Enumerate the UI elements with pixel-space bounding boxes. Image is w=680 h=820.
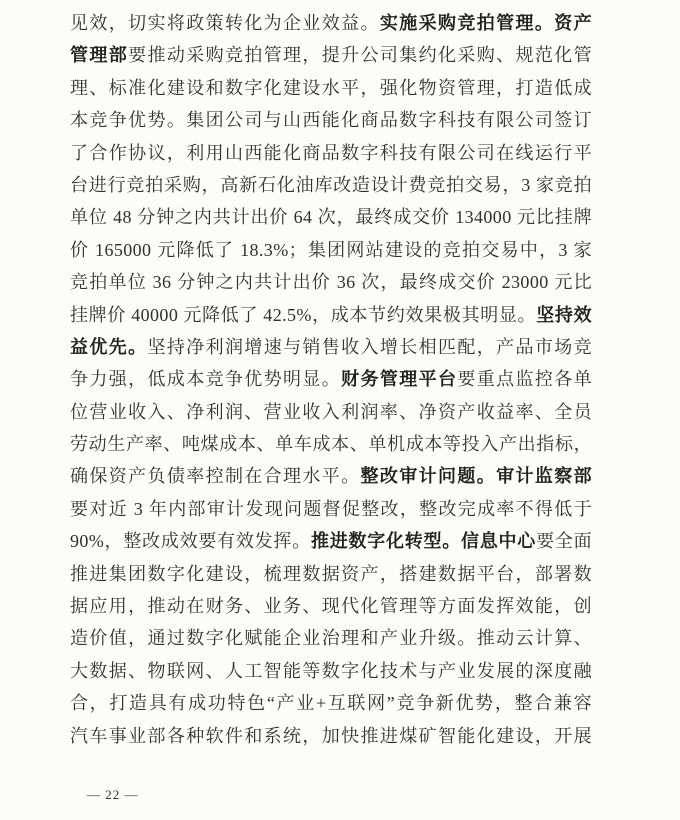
text-line xyxy=(70,169,592,201)
text-segment: 理、标准化建设和数字化建设水平，强化物资管理，打造低成 xyxy=(70,77,592,98)
text-line xyxy=(70,622,592,654)
text-segment: 汽车事业部各种软件和系统，加快推进煤矿智能化建设，开展 xyxy=(70,725,592,746)
text-segment: 见效，切实将政策转化为企业效益。 xyxy=(70,13,380,33)
bold-text-segment: 实施采购竞拍管理。资产 xyxy=(379,13,592,33)
text-line xyxy=(70,104,592,136)
text-line xyxy=(70,720,592,752)
text-line xyxy=(70,266,592,298)
text-segment: 劳动生产率、吨煤成本、单车成本、单机成本等投入产出指标， xyxy=(70,434,592,455)
text-line xyxy=(70,460,592,492)
text-segment: 合，打造具有成功特色“产业+互联网”竞争新优势，整合兼容 xyxy=(70,693,592,714)
text-segment: 大数据、物联网、人工智能等数字化技术与产业发展的深度融 xyxy=(70,660,592,681)
text-segment: 争力强，低成本竞争优势明显。 xyxy=(70,369,342,390)
text-line xyxy=(70,72,592,104)
text-line xyxy=(70,39,592,71)
text-segment: 要对近 3 年内部审计发现问题督促整改，整改完成率不得低于 xyxy=(70,498,592,519)
text-segment: 位营业收入、净利润、营业收入利润率、净资产收益率、全员 xyxy=(70,401,592,422)
text-line xyxy=(70,299,592,331)
text-line xyxy=(70,525,592,557)
text-segment: 要重点监控各单 xyxy=(457,369,592,390)
bold-text-segment: 推进数字化转型。信息中心 xyxy=(310,531,537,552)
text-line xyxy=(70,7,592,39)
page-number: — 22 — xyxy=(87,787,139,802)
text-segment: 据应用，推动在财务、业务、现代化管理等方面发挥效能，创 xyxy=(70,596,592,617)
text-line xyxy=(70,493,592,525)
text-segment: 要全面 xyxy=(536,531,592,552)
text-segment: 推进集团数字化建设，梳理数据资产，搭建数据平台，部署数 xyxy=(70,563,592,584)
text-line xyxy=(70,331,592,363)
text-line xyxy=(70,396,592,428)
text-segment: 要推动采购竞拍管理，提升公司集约化采购、规范化管 xyxy=(128,45,592,66)
text-segment: 挂牌价 40000 元降低了 42.5%，成本节约效果极其明显。 xyxy=(70,304,537,325)
text-line xyxy=(70,558,592,590)
text-line xyxy=(70,234,592,266)
text-segment: 坚持净利润增速与销售收入增长相匹配，产品市场竞 xyxy=(147,336,592,357)
text-segment: 价 165000 元降低了 18.3%；集团网站建设的竞拍交易中，3 家 xyxy=(70,239,592,260)
text-segment: 本竞争优势。集团公司与山西能化商品数字科技有限公司签订 xyxy=(70,110,592,131)
text-segment: 了合作协议，利用山西能化商品数字科技有限公司在线运行平 xyxy=(70,142,592,163)
text-line xyxy=(70,201,592,233)
bold-text-segment: 坚持效 xyxy=(536,304,592,325)
bold-text-segment: 财务管理平台 xyxy=(341,369,458,390)
text-line xyxy=(70,137,592,169)
bold-text-segment: 整改审计问题。审计监察部 xyxy=(360,466,592,487)
text-line xyxy=(70,655,592,687)
text-segment: 单位 48 分钟之内共计出价 64 次，最终成交价 134000 元比挂牌 xyxy=(70,207,592,228)
text-segment: 造价值，通过数字化赋能企业治理和产业升级。推动云计算、 xyxy=(70,628,592,649)
body-text xyxy=(70,7,592,752)
text-segment: 90%，整改成效要有效发挥。 xyxy=(70,531,311,552)
text-line xyxy=(70,363,592,395)
bold-text-segment: 管理部 xyxy=(70,45,129,66)
text-segment: 台进行竞拍采购，高新石化油库改造设计费竞拍交易，3 家竞拍 xyxy=(70,174,592,195)
bold-text-segment: 益优先。 xyxy=(70,336,148,357)
text-segment: 竞拍单位 36 分钟之内共计出价 36 次，最终成交价 23000 元比 xyxy=(70,272,592,293)
text-line xyxy=(70,687,592,719)
text-segment: 确保资产负债率控制在合理水平。 xyxy=(70,466,361,487)
text-line xyxy=(70,428,592,460)
text-line xyxy=(70,590,592,622)
